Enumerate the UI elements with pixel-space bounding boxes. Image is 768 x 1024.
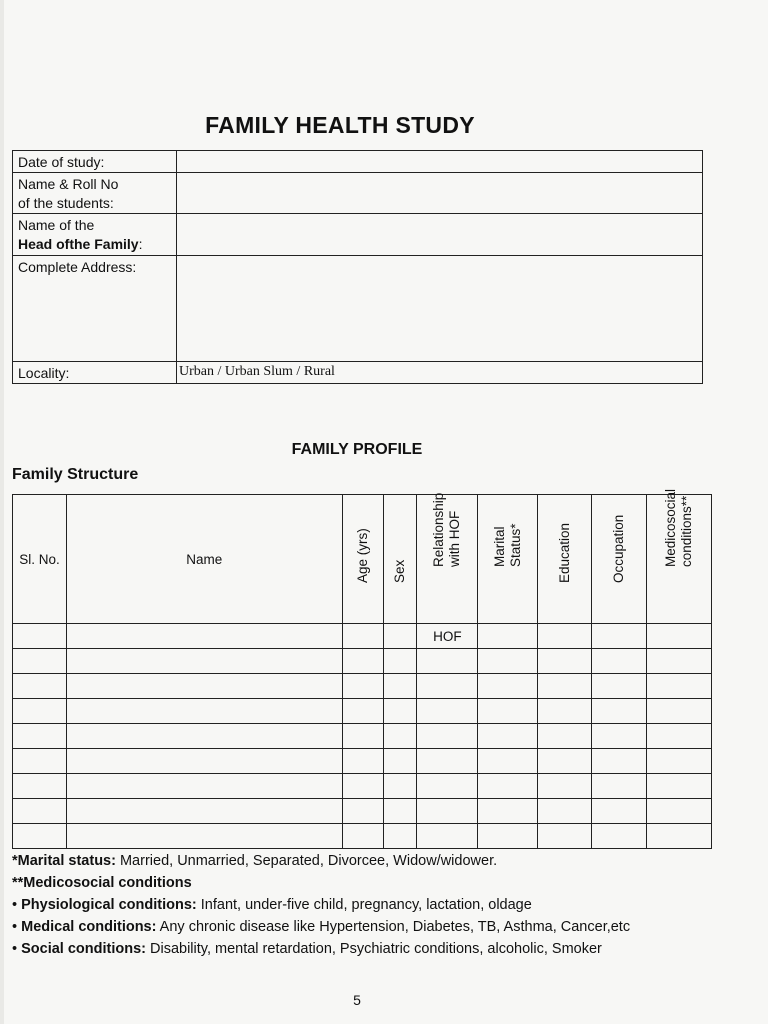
cell-education[interactable] [538, 774, 592, 799]
cell-sex[interactable] [384, 824, 417, 849]
head-of-family-label [13, 214, 177, 256]
col-medico-line1: Medicosocial [663, 488, 679, 567]
cell-name[interactable] [66, 824, 342, 849]
table-row [13, 799, 712, 824]
cell-sex[interactable] [384, 724, 417, 749]
cell-marital-status[interactable] [478, 724, 538, 749]
cell-sex[interactable] [384, 799, 417, 824]
cell-education[interactable] [538, 674, 592, 699]
cell-medicosocial[interactable] [647, 749, 712, 774]
cell-education[interactable] [538, 824, 592, 849]
cell-medicosocial[interactable] [647, 824, 712, 849]
col-relationship-line2: with HOF [447, 510, 463, 567]
students-field[interactable] [177, 173, 703, 214]
cell-occupation[interactable] [592, 749, 647, 774]
col-occupation-label: Occupation [611, 514, 627, 583]
bullet-icon: • [12, 941, 18, 957]
cell-age[interactable] [342, 724, 384, 749]
cell-occupation[interactable] [592, 724, 647, 749]
locality-label: Locality: [13, 362, 177, 384]
cell-sex[interactable] [384, 624, 417, 649]
cell-sl-no[interactable] [13, 799, 67, 824]
col-medico-line2: conditions** [679, 495, 695, 567]
table-row [13, 649, 712, 674]
cell-relationship[interactable] [417, 699, 478, 724]
cell-sex[interactable] [384, 674, 417, 699]
cell-name[interactable] [66, 799, 342, 824]
col-education-label: Education [556, 522, 572, 583]
cell-medicosocial[interactable] [647, 774, 712, 799]
medicosocial-note-heading: **Medicosocial conditions [12, 875, 192, 891]
cell-relationship[interactable] [417, 724, 478, 749]
family-structure-table [12, 488, 712, 849]
col-relationship [417, 492, 478, 624]
cell-name[interactable] [66, 649, 342, 674]
cell-marital-status[interactable] [478, 674, 538, 699]
cell-education[interactable] [538, 749, 592, 774]
col-education [538, 495, 592, 624]
cell-relationship[interactable] [417, 749, 478, 774]
cell-marital-status[interactable] [478, 749, 538, 774]
cell-occupation[interactable] [592, 674, 647, 699]
col-marital-line2: Status* [507, 523, 523, 567]
cell-name[interactable] [66, 749, 342, 774]
page-number: 5 [353, 992, 361, 1008]
cell-age[interactable] [342, 649, 384, 674]
marital-status-note [12, 850, 712, 872]
col-name: Name [66, 495, 342, 624]
col-sex [384, 495, 417, 624]
cell-marital-status[interactable] [478, 824, 538, 849]
col-relationship-line1: Relationship [431, 492, 447, 567]
cell-name[interactable] [66, 724, 342, 749]
cell-marital-status[interactable] [478, 624, 538, 649]
cell-education[interactable] [538, 624, 592, 649]
locality-options[interactable]: Urban / Urban Slum / Rural [177, 362, 703, 384]
cell-sl-no[interactable] [13, 824, 67, 849]
cell-education[interactable] [538, 699, 592, 724]
head-of-family-field[interactable] [177, 214, 703, 256]
cell-marital-status[interactable] [478, 649, 538, 674]
cell-occupation[interactable] [592, 799, 647, 824]
footnotes [12, 850, 712, 960]
col-age-label: Age (yrs) [354, 528, 370, 583]
cell-age[interactable] [342, 624, 384, 649]
cell-occupation[interactable] [592, 649, 647, 674]
cell-age[interactable] [342, 674, 384, 699]
cell-sl-no[interactable] [13, 699, 67, 724]
head-of-family-label-line1: Name of the [18, 217, 95, 233]
table-row [13, 749, 712, 774]
date-of-study-label: Date of study: [13, 151, 177, 173]
cell-age[interactable] [342, 799, 384, 824]
cell-sex[interactable] [384, 699, 417, 724]
col-occupation [592, 495, 647, 624]
marital-note-label: *Marital status: [12, 853, 116, 869]
cell-relationship[interactable] [417, 824, 478, 849]
cell-sl-no[interactable] [13, 649, 67, 674]
marital-note-text: Married, Unmarried, Separated, Divorcee, Widow/widower. [115, 853, 498, 869]
cell-sex[interactable] [384, 749, 417, 774]
table-row [13, 824, 712, 849]
head-of-family-label-colon: : [138, 236, 143, 252]
cell-marital-status[interactable] [478, 774, 538, 799]
col-marital-status [478, 495, 538, 624]
cell-sl-no[interactable] [13, 724, 67, 749]
cell-age[interactable] [342, 824, 384, 849]
cell-sl-no[interactable] [13, 674, 67, 699]
cell-education[interactable] [538, 799, 592, 824]
cell-name[interactable] [66, 774, 342, 799]
cell-occupation[interactable] [592, 699, 647, 724]
table-row [13, 699, 712, 724]
cell-relationship[interactable] [417, 799, 478, 824]
cell-relationship[interactable] [417, 674, 478, 699]
physiological-note-text: Infant, under-five child, pregnancy, lactation, oldage [196, 897, 532, 913]
cell-occupation[interactable] [592, 624, 647, 649]
col-marital-line1: Marital [491, 526, 507, 567]
col-sex-label: Sex [392, 559, 408, 583]
cell-education[interactable] [538, 649, 592, 674]
date-of-study-field[interactable] [177, 151, 703, 173]
social-note [12, 938, 712, 960]
cell-name[interactable] [66, 624, 342, 649]
cell-relationship[interactable]: HOF [417, 624, 478, 649]
cell-occupation[interactable] [592, 824, 647, 849]
study-info-table [12, 150, 703, 384]
physiological-note [12, 894, 712, 916]
cell-age[interactable] [342, 699, 384, 724]
cell-name[interactable] [66, 674, 342, 699]
family-members-body [13, 624, 712, 849]
cell-relationship[interactable] [417, 649, 478, 674]
students-label-line2: of the students: [18, 195, 114, 211]
page-edge [0, 0, 4, 1024]
students-label [13, 173, 177, 214]
cell-medicosocial[interactable] [647, 724, 712, 749]
cell-medicosocial[interactable] [647, 624, 712, 649]
col-age [342, 495, 384, 624]
family-structure-heading: Family Structure [12, 466, 139, 483]
social-note-label: Social conditions: [21, 941, 146, 957]
cell-medicosocial[interactable] [647, 699, 712, 724]
cell-relationship[interactable] [417, 774, 478, 799]
cell-education[interactable] [538, 724, 592, 749]
cell-sl-no[interactable] [13, 749, 67, 774]
table-row [13, 774, 712, 799]
cell-medicosocial[interactable] [647, 649, 712, 674]
page-title: FAMILY HEALTH STUDY [205, 112, 475, 138]
social-note-text: Disability, mental retardation, Psychiatric conditions, alcoholic, Smoker [145, 941, 602, 957]
cell-sl-no[interactable] [13, 624, 67, 649]
table-row [13, 624, 712, 649]
bullet-icon: • [12, 919, 18, 935]
medical-note [12, 916, 712, 938]
cell-sex[interactable] [384, 649, 417, 674]
table-row [13, 724, 712, 749]
cell-occupation[interactable] [592, 774, 647, 799]
cell-sex[interactable] [384, 774, 417, 799]
col-sl-no: Sl. No. [13, 495, 67, 624]
col-medicosocial [647, 488, 712, 624]
cell-age[interactable] [342, 774, 384, 799]
medical-note-text: Any chronic disease like Hypertension, Diabetes, TB, Asthma, Cancer,etc [156, 919, 631, 935]
head-of-family-label-bold: Head ofthe Family [18, 236, 139, 252]
medical-note-label: Medical conditions: [21, 919, 157, 935]
address-field[interactable] [177, 256, 703, 362]
cell-age[interactable] [342, 749, 384, 774]
address-label: Complete Address: [13, 256, 177, 362]
cell-medicosocial[interactable] [647, 674, 712, 699]
cell-sl-no[interactable] [13, 774, 67, 799]
physiological-note-label: Physiological conditions: [21, 897, 197, 913]
family-profile-heading: FAMILY PROFILE [291, 441, 423, 458]
cell-medicosocial[interactable] [647, 799, 712, 824]
cell-marital-status[interactable] [478, 699, 538, 724]
cell-name[interactable] [66, 699, 342, 724]
students-label-line1: Name & Roll No [18, 176, 119, 192]
cell-marital-status[interactable] [478, 799, 538, 824]
table-row [13, 674, 712, 699]
bullet-icon: • [12, 897, 18, 913]
